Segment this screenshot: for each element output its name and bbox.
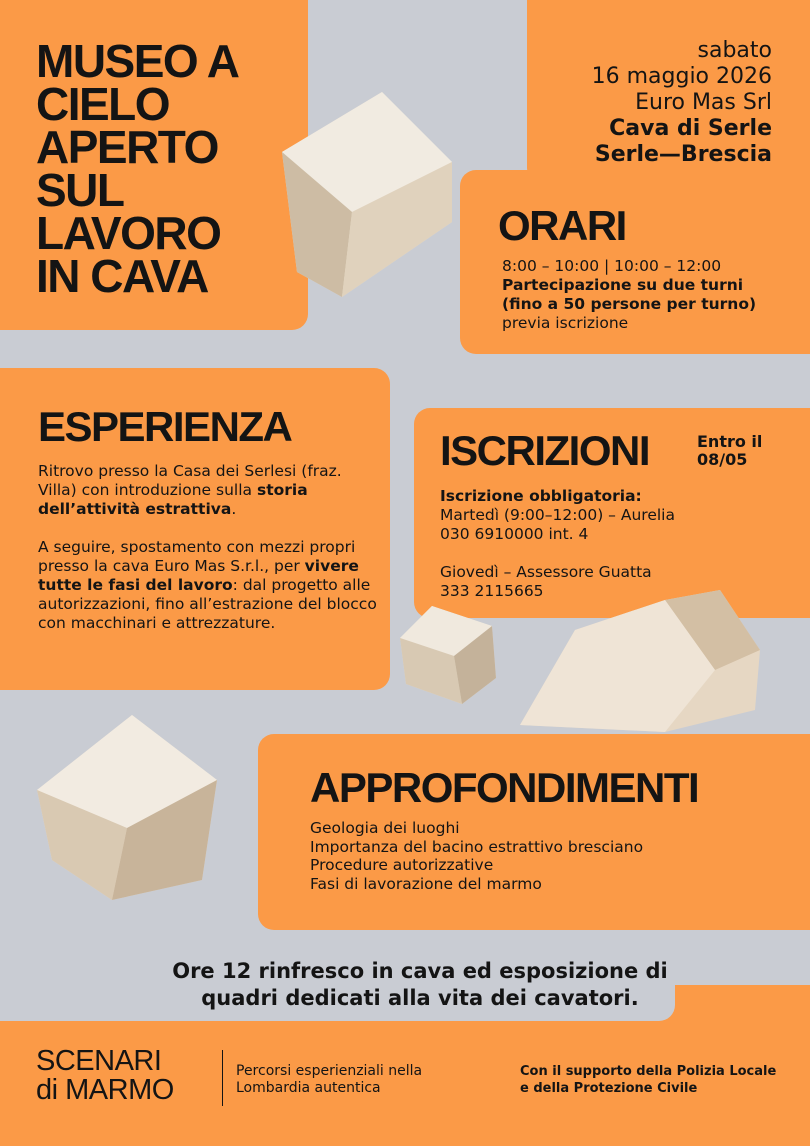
contact-2-schedule: Giovedì – Assessore Guatta	[440, 563, 652, 581]
brand-line: di MARMO	[36, 1074, 174, 1106]
brand-divider	[222, 1050, 223, 1106]
iscrizioni-body	[440, 487, 790, 601]
esperienza-heading: ESPERIENZA	[38, 403, 292, 450]
orari-shifts-capacity: (fino a 50 persone per turno)	[502, 295, 757, 313]
tagline-line: Percorsi esperienziali nella	[236, 1063, 423, 1079]
title-line: IN CAVA	[36, 250, 208, 302]
brand-line: SCENARI	[36, 1045, 162, 1077]
spacer	[440, 544, 790, 563]
event-location: Serle—Brescia	[594, 142, 772, 167]
text: .	[231, 500, 237, 518]
contact-1-phone: 030 6910000 int. 4	[440, 525, 589, 543]
brand-tagline	[236, 1063, 422, 1097]
orari-body	[502, 257, 802, 333]
refreshment-line: quadri dedicati alla vita dei cavatori.	[201, 986, 639, 1010]
orari-heading: ORARI	[498, 202, 626, 249]
support-line: e della Protezione Civile	[520, 1081, 698, 1096]
tagline-line: Lombardia autentica	[236, 1080, 381, 1096]
deadline-date: 08/05	[697, 450, 748, 469]
iscrizioni-deadline	[697, 433, 762, 469]
contact-1-schedule: Martedì (9:00–12:00) – Aurelia	[440, 506, 675, 524]
refreshment-line: Ore 12 rinfresco in cava ed esposizione di	[172, 959, 668, 983]
title-line: SUL	[36, 164, 124, 216]
orari-times: 8:00 – 10:00 | 10:00 – 12:00	[502, 257, 722, 275]
orari-note: previa iscrizione	[502, 314, 629, 332]
list-item: Importanza del bacino estrattivo bresciano	[310, 837, 644, 856]
event-details	[592, 38, 772, 168]
event-day: sabato	[697, 38, 772, 63]
orari-shifts: Partecipazione su due turni	[502, 276, 744, 294]
text: : dal progetto alle autorizzazioni, fino all’estrazione del blocco con macchinari e attrezzature.	[38, 576, 377, 632]
contact-2-phone: 333 2115665	[440, 582, 544, 600]
title-line: MUSEO A	[36, 35, 239, 87]
list-item: Geologia dei luoghi	[310, 819, 460, 837]
title-line: APERTO	[36, 121, 218, 173]
approfondimenti-list	[310, 819, 643, 893]
deadline-label: Entro il	[697, 432, 763, 451]
title-line: LAVORO	[36, 207, 221, 259]
esperienza-paragraph-2	[38, 538, 383, 633]
main-title	[36, 35, 306, 302]
event-site: Cava di Serle	[609, 116, 772, 141]
highlight: storia dell’attività estrattiva	[38, 481, 308, 518]
title-line: CIELO	[36, 78, 170, 130]
esperienza-paragraph-1	[38, 462, 378, 519]
text: Ritrovo presso la Casa dei Serlesi (fraz. Villa) con introduzione sulla	[38, 462, 342, 499]
list-item: Fasi di lavorazione del marmo	[310, 874, 542, 893]
brand-logo	[36, 1047, 174, 1105]
marble-block-left	[32, 710, 232, 905]
highlight: vivere tutte le fasi del lavoro	[38, 557, 359, 594]
text: A seguire, spostamento con mezzi propri presso la cava Euro Mas S.r.l., per	[38, 538, 356, 575]
list-item: Procedure autorizzative	[310, 856, 494, 874]
refreshment-note	[100, 958, 740, 1012]
support-credits	[520, 1063, 776, 1097]
support-line: Con il supporto della Polizia Locale	[520, 1064, 777, 1079]
iscrizioni-heading: ISCRIZIONI	[440, 427, 650, 474]
iscrizioni-mandatory: Iscrizione obbligatoria:	[440, 487, 642, 505]
marble-block-middle	[392, 598, 504, 710]
event-date: 16 maggio 2026	[591, 64, 772, 89]
approfondimenti-heading: APPROFONDIMENTI	[310, 764, 699, 811]
event-company: Euro Mas Srl	[635, 90, 772, 115]
